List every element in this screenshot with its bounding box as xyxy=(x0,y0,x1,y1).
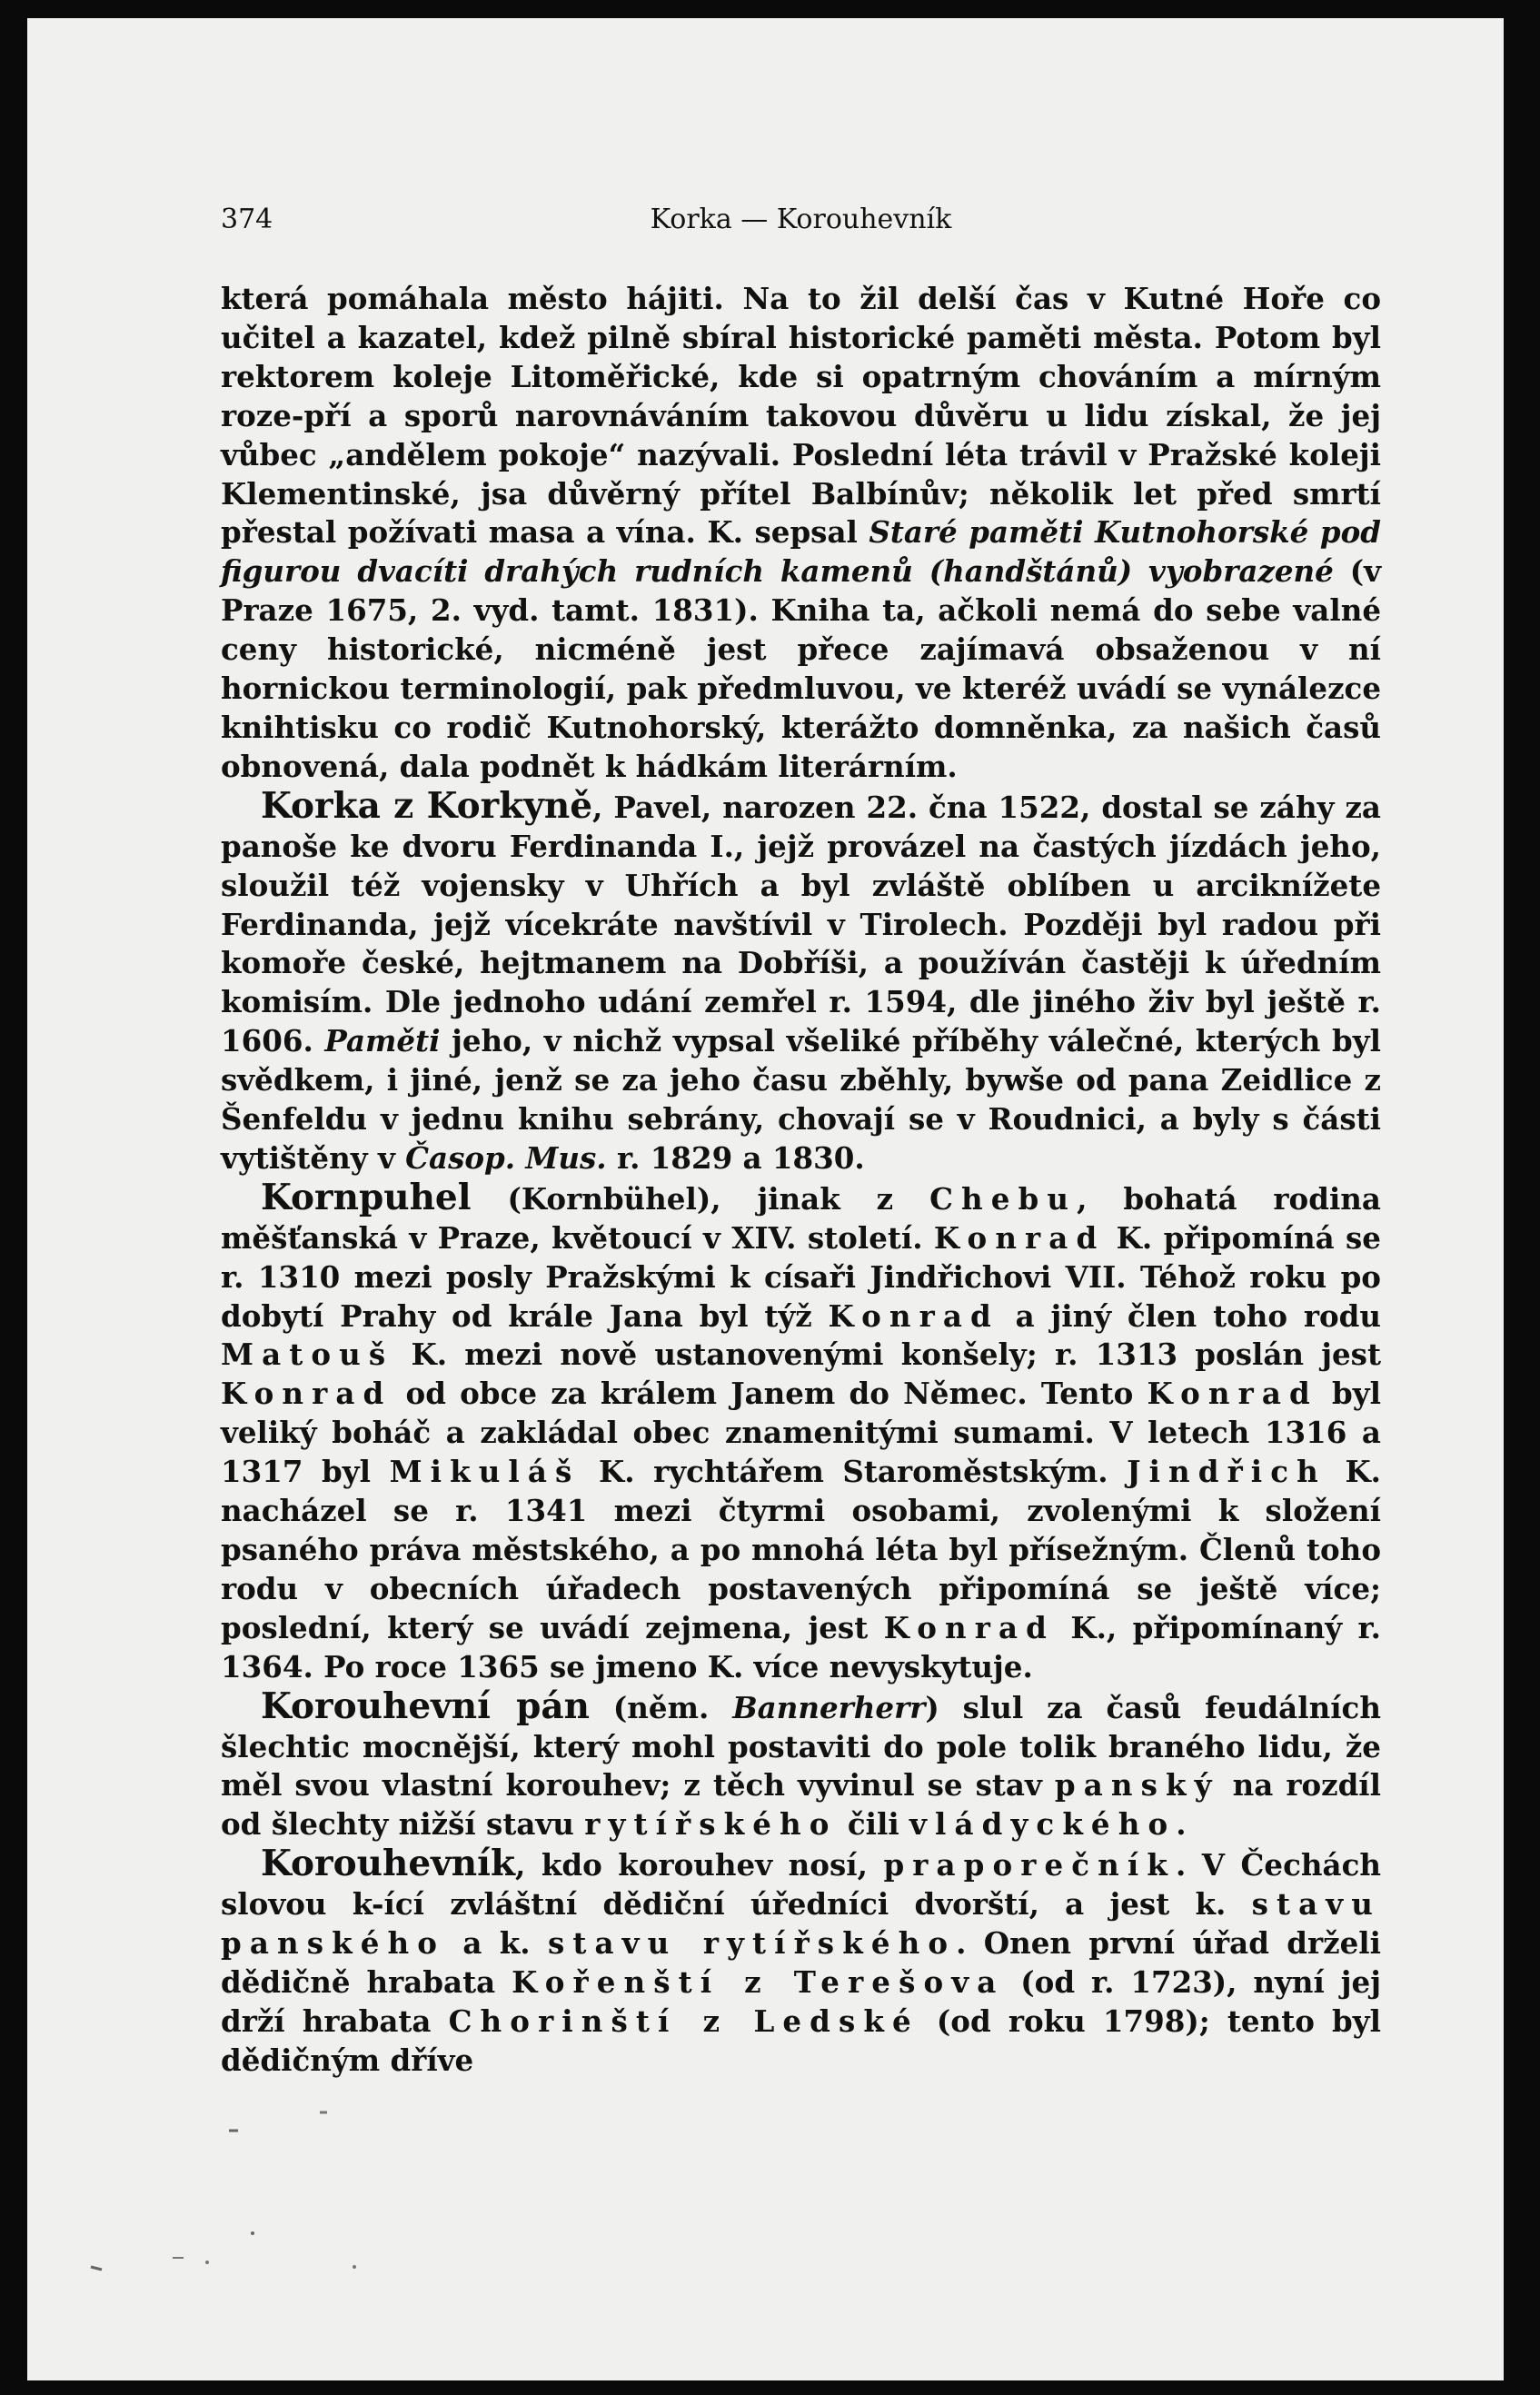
text-run: . xyxy=(1176,1806,1187,1843)
german-term: Bannerherr xyxy=(732,1689,926,1725)
text-run: a xyxy=(445,1925,500,1962)
abbrev-k: K. xyxy=(707,1648,744,1684)
abbrev-k: k. xyxy=(499,1925,531,1962)
spaced-name: Matouš xyxy=(221,1337,394,1373)
spaced-name: Chorinští z Ledské xyxy=(448,2002,919,2039)
text-run xyxy=(531,1925,548,1961)
text-run xyxy=(1226,1886,1251,1922)
running-title: Korka — Korouhevník xyxy=(650,204,952,235)
text-run: (něm. xyxy=(590,1689,733,1725)
spaced-term: stavu rytířského xyxy=(547,1925,957,1962)
text-run: . Onen první úřad drželi dědičně hrabata xyxy=(221,1925,1381,2000)
text-run: nacházel se r. 1341 mezi čtyrmi osobami, zvolenými k složení psaného práva městského, a po mnohá léta byl přísežným. Členů toho rodu v obecních úřadech postavených připomíná se ještě více; poslední, který se uvádí zejmena, jest xyxy=(221,1493,1381,1645)
abbrev-k: k xyxy=(352,1886,372,1923)
abbrev-k: K. xyxy=(1345,1454,1381,1490)
spaced-name: Konrad xyxy=(221,1376,392,1412)
text-run: od obce za králem Janem do Němec. Tento xyxy=(392,1376,1148,1412)
entry-heading: Korouhevník xyxy=(261,1843,515,1885)
text-run: , připomínaný r. 1364. Po roce 1365 se jmeno xyxy=(221,1609,1381,1684)
text-run: (Kornbühel), jinak z xyxy=(471,1180,930,1217)
scanned-page xyxy=(27,18,1504,2380)
text-run: byl veliký boháč a zakládal obec znamenitými sumami. V letech 1316 a 1317 byl xyxy=(221,1376,1381,1490)
spaced-name: Kořenští z Terešova xyxy=(512,1963,1005,2000)
text-run: . V Čechách slovou xyxy=(221,1847,1381,1923)
text-run: (od roku 1798); tento byl dědičným dříve xyxy=(221,2002,1381,2078)
spaced-name: Konrad xyxy=(828,1297,999,1334)
text-run: která pomáhala město hájiti. Na to žil delší čas v Kutné Hoře co učitel a kazatel, kdež pilně sbíral historické paměti města. Potom byl rektorem koleje Litoměřické, kde si opatrným chováním a mírným roze-pří a sporů narovnáváním takovou důvěru u lidu získal, že jej vůbec „andělem pokoje“ nazývali. Poslední léta trávil v Pražské koleji Klementinské, jsa důvěrný přítel Balbínův; několik let před smrtí přestal požívati masa a vína. xyxy=(221,281,1381,551)
abbrev-k: K. xyxy=(1070,1609,1107,1645)
abbrev-k: K. xyxy=(707,514,743,551)
text-run: , Pavel, narozen 22. čna 1522, dostal se záhy za panoše ke dvoru Ferdinanda I., jejž provázel na častých jízdách jeho, sloužil též vojensky v Uhřích a byl zvláště oblíben u arciknížete Ferdinanda, jejž vícekráte navštívil v Tirolech. Později byl radou při komoře české, hejtmanem na Dobříši, a používán častěji k úředním komisím. Dle jednoho udání zemřel r. 1594, dle jiného živ byl ještě r. 1606. xyxy=(221,789,1381,1059)
spaced-term: praporečník xyxy=(883,1847,1176,1883)
text-run: -ící zvláštní dědiční úředníci dvorští, a jest xyxy=(371,1886,1196,1923)
abbrev-k: K. xyxy=(1116,1219,1153,1256)
entry-heading: Kornpuhel xyxy=(261,1176,472,1218)
speck xyxy=(205,2261,209,2264)
entry-kornpuhel xyxy=(221,1178,1381,1687)
spaced-name: Jindřich xyxy=(1127,1454,1326,1490)
text-run: sepsal xyxy=(742,514,869,551)
spaced-term: stavu panského xyxy=(221,1886,1381,1962)
spaced-name: Konrad xyxy=(1147,1376,1318,1412)
text-run: , kdo korouhev nosí, xyxy=(515,1847,884,1883)
spaced-name: Mikuláš xyxy=(389,1454,581,1490)
body-text xyxy=(221,280,1381,2081)
work-title: Paměti xyxy=(324,1023,441,1059)
page-header xyxy=(221,202,1381,238)
spaced-term: panský xyxy=(1054,1767,1220,1804)
work-title: Staré paměti Kutnohorské pod figurou dvacíti drahých rudních kamenů (handštánů) vyobrazené xyxy=(221,514,1381,590)
speck xyxy=(91,2267,102,2270)
entry-korka-z-korkyne xyxy=(221,784,1381,1178)
text-run: jeho, v nichž vypsal všeliké příběhy válečné, kterých byl svědkem, i jiné, jenž se za jeho času zběhly, bywše od pana Zeidlice z Šenfeldu v jednu knihu sebrány, chovají se v Roudnici, a byly s části vytištěny v xyxy=(221,1023,1381,1176)
text-run: rychtářem Staroměstským. xyxy=(634,1454,1128,1490)
entry-korouhevnik xyxy=(221,1844,1381,2080)
text-run: (v Praze 1675, 2. vyd. tamt. 1831). Kniha ta, ačkoli nemá do sebe valné ceny historické, nicméně jest přece zajímavá obsaženou v ní hornickou terminologií, pak předmluvou, ve kteréž uvádí se vynálezce knihtisku co rodič Kutnohorský, kterážto domněnka, za našich časů obnovená, dala podnět k hádkám literárním. xyxy=(221,553,1381,784)
page-number: 374 xyxy=(221,204,273,235)
speck xyxy=(353,2265,356,2269)
text-run: ) slul za časů feudálních šlechtic mocnější, který mohl postaviti do pole tolik braného lidu, že měl svou vlastní korouhev; z těch vyvinul se stav xyxy=(221,1689,1381,1804)
text-run: připomíná se r. 1310 mezi posly Pražskými k císaři Jindřichovi VII. Téhož roku po dobytí Prahy od krále Jana byl týž xyxy=(221,1219,1381,1334)
text-run: na rozdíl od šlechty nižší stavu xyxy=(221,1767,1381,1843)
entry-heading: Korouhevní pán xyxy=(261,1684,591,1727)
spaced-name: Konrad xyxy=(933,1219,1106,1256)
abbrev-k: K. xyxy=(411,1337,448,1373)
spaced-name: Chebu xyxy=(929,1180,1078,1217)
spaced-term: vládyckého xyxy=(909,1806,1177,1843)
abbrev-k: K. xyxy=(599,1454,635,1490)
text-run: čili xyxy=(837,1806,910,1843)
text-run: (od r. 1723), nyní jej drží hrabata xyxy=(221,1963,1381,2039)
entry-korouhevni-pan xyxy=(221,1684,1381,1845)
text-run: r. 1829 a 1830. xyxy=(606,1139,865,1176)
text-run: více nevyskytuje. xyxy=(743,1648,1033,1684)
text-run: , bohatá rodina měšťanská v Praze, květoucí v XIV. století. xyxy=(221,1180,1381,1256)
text-run: mezi nově ustanovenými konšely; r. 1313 poslán jest xyxy=(447,1337,1381,1373)
journal-title: Časop. Mus. xyxy=(405,1139,607,1176)
text-run: a jiný člen toho rodu xyxy=(999,1297,1382,1334)
entry-heading: Korka z Korkyně xyxy=(261,784,593,827)
speck xyxy=(251,2231,254,2235)
paragraph-continuation xyxy=(221,280,1381,787)
spaced-name: Konrad xyxy=(883,1609,1055,1645)
abbrev-k: k. xyxy=(1195,1886,1227,1923)
spaced-term: rytířského xyxy=(584,1806,838,1843)
